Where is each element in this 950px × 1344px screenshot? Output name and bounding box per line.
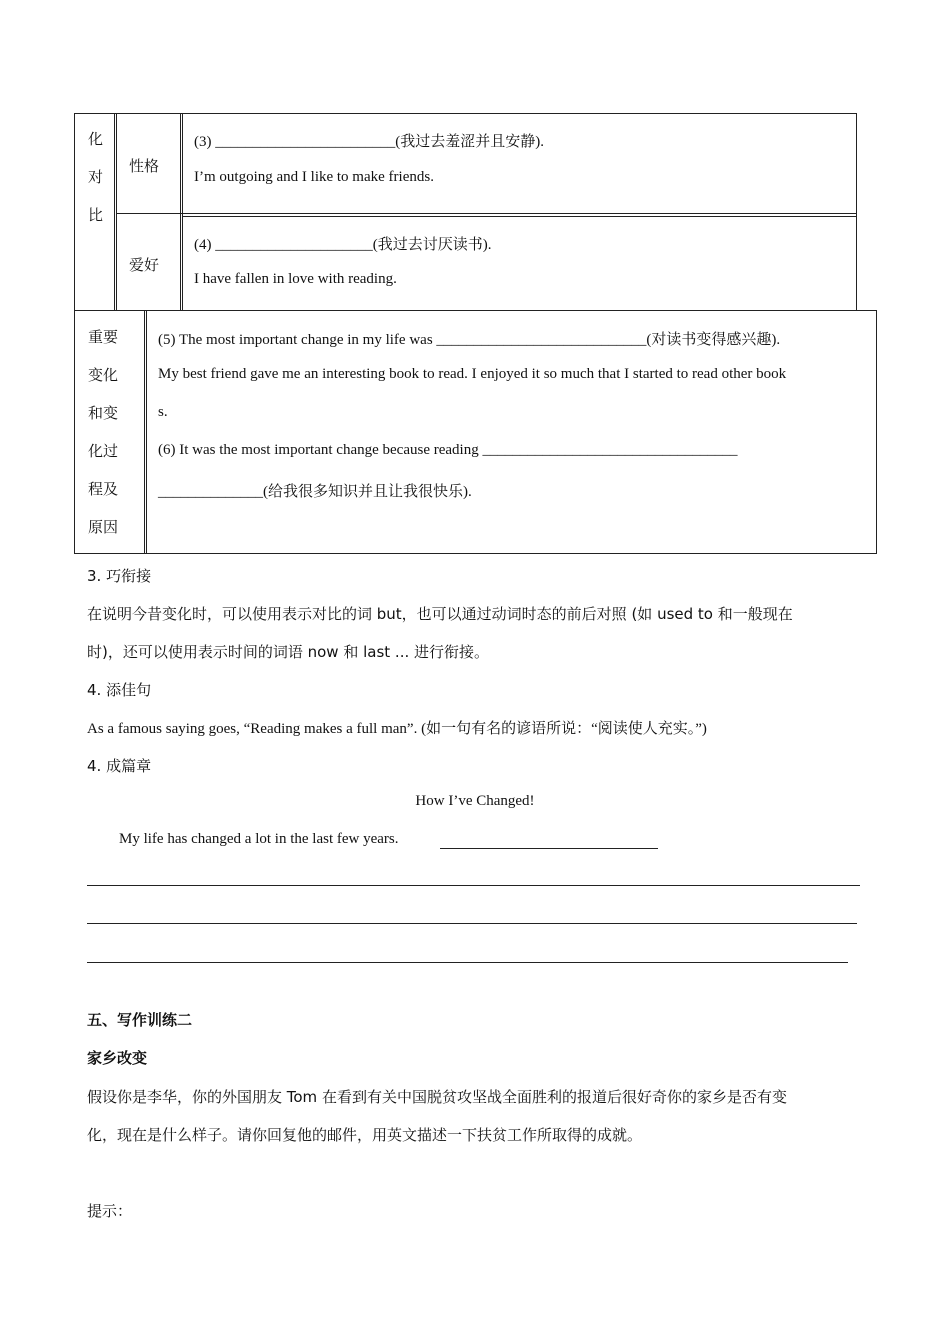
writing-line[interactable] bbox=[87, 962, 848, 963]
paragraph-line: As a famous saying goes, “Reading makes a full man”. (如一句有名的谚语所说：“阅读使人充实。”) bbox=[87, 721, 707, 737]
section-heading: 4. 成篇章 bbox=[87, 757, 152, 775]
col-label-char: 化 bbox=[88, 130, 104, 148]
writing-line[interactable] bbox=[87, 885, 860, 886]
label-char: 程及 bbox=[88, 480, 119, 498]
row-text-line: I’m outgoing and I like to make friends. bbox=[194, 169, 434, 185]
table-divider bbox=[182, 113, 183, 310]
paragraph-line: 时)，还可以使用表示时间的词语 now 和 last ... 进行衔接。 bbox=[87, 643, 490, 661]
section-heading: 五、写作训练二 bbox=[87, 1011, 193, 1029]
label-char: 重要 bbox=[88, 328, 119, 346]
label-char: 和变 bbox=[88, 404, 119, 422]
essay-title: How I’ve Changed! bbox=[415, 793, 535, 809]
row-text-line: (3) ________________________(我过去羞涩并且安静). bbox=[194, 134, 544, 150]
row-divider bbox=[182, 216, 857, 217]
table-border-top bbox=[74, 310, 877, 311]
table-border-left bbox=[74, 113, 75, 310]
label-char: 变化 bbox=[88, 366, 119, 384]
table-border-top bbox=[74, 113, 857, 114]
table-divider bbox=[116, 113, 117, 310]
essay-start: My life has changed a lot in the last few years. bbox=[119, 831, 399, 847]
col-label-char: 对 bbox=[88, 168, 104, 186]
section-subheading: 家乡改变 bbox=[87, 1049, 148, 1067]
label-char: 原因 bbox=[88, 518, 119, 536]
table-divider bbox=[144, 310, 145, 554]
table-border-right bbox=[876, 310, 877, 554]
table-text-line: (6) It was the most important change because reading __________________________________ bbox=[158, 442, 738, 458]
table-text-line: My best friend gave me an interesting book to read. I enjoyed it so much that I started to read other book bbox=[158, 366, 787, 382]
paragraph-line: 假设你是李华，你的外国朋友 Tom 在看到有关中国脱贫攻坚战全面胜利的报道后很好奇你的家乡是否有变 bbox=[87, 1088, 787, 1106]
table-text-line: (5) The most important change in my life was ____________________________(对读书变得感兴趣). bbox=[158, 332, 781, 348]
table-border-bottom bbox=[74, 553, 877, 554]
table-divider bbox=[180, 113, 181, 310]
table-divider bbox=[146, 310, 147, 554]
table-divider bbox=[114, 113, 115, 310]
table-text-line: s. bbox=[158, 404, 168, 420]
paragraph-line: 化，现在是什么样子。请你回复他的邮件，用英文描述一下扶贫工作所取得的成就。 bbox=[87, 1126, 643, 1144]
table-text-line: ______________(给我很多知识并且让我很快乐). bbox=[158, 484, 472, 500]
writing-line[interactable] bbox=[87, 923, 857, 924]
section-heading: 4. 添佳句 bbox=[87, 681, 152, 699]
hint-label: 提示： bbox=[87, 1202, 133, 1220]
row-text-line: I have fallen in love with reading. bbox=[194, 271, 397, 287]
row-text-line: (4) _____________________(我过去讨厌读书). bbox=[194, 237, 492, 253]
row-divider bbox=[116, 213, 857, 214]
writing-blank[interactable] bbox=[440, 848, 658, 849]
label-char: 化过 bbox=[88, 442, 119, 460]
col-label-char: 比 bbox=[88, 206, 104, 224]
section-heading: 3. 巧衔接 bbox=[87, 567, 152, 585]
table-border-right bbox=[856, 113, 857, 310]
table-border-left bbox=[74, 310, 75, 554]
row-label-personality: 性格 bbox=[129, 157, 160, 175]
row-label-hobby: 爱好 bbox=[129, 256, 160, 274]
paragraph-line: 在说明今昔变化时，可以使用表示对比的词 but，也可以通过动词时态的前后对照 (如 used to 和一般现在 bbox=[87, 605, 793, 623]
